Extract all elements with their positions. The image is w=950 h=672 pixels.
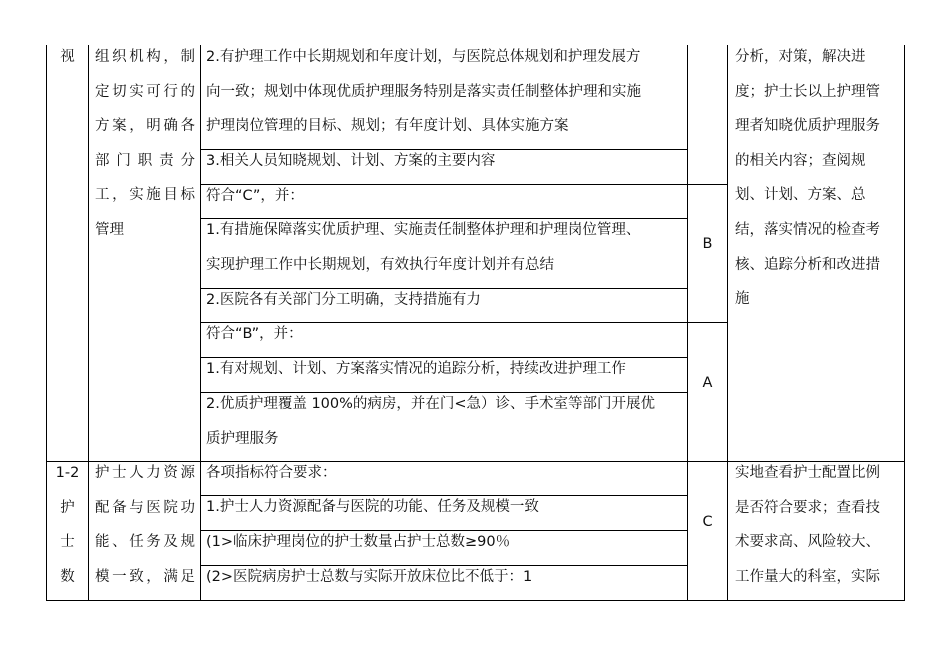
standard-line: 方案，明确各 [95, 118, 195, 135]
method-line: 工作量大的科室，实际 [735, 568, 880, 585]
criteria-line: 符合“B”，并： [206, 326, 303, 342]
method-line: 施 [735, 291, 750, 308]
criteria-line: 实现护理工作中长期规划，有效执行年度计划并有总结 [206, 256, 554, 273]
criteria-line: 1.有对规划、计划、方案落实情况的追踪分析，持续改进护理工作 [206, 361, 626, 377]
grade-c: C [702, 514, 713, 530]
method-line: 结，落实情况的检查考 [735, 221, 880, 238]
table-border-bottom [46, 600, 905, 601]
table-col-divider-1 [88, 45, 89, 601]
standard-line: 部门职责分 [95, 152, 195, 169]
method-line: 核、追踪分析和改进措 [735, 256, 880, 273]
method-line: 的相关内容；查阅规 [735, 152, 866, 169]
criteria-line: 向一致；规划中体现优质护理服务特别是落实责任制整体护理和实施 [206, 83, 641, 100]
criteria-a-item-2 [206, 387, 688, 456]
criteria-c-item-3 [206, 144, 688, 179]
item-column-continued [47, 40, 88, 75]
criteria-c-item-2 [206, 40, 688, 144]
criteria-b-header [206, 179, 688, 214]
standard-line: 能、任务及规 [95, 534, 195, 551]
evaluation-method-bottom [735, 456, 905, 594]
standard-line: 护士人力资源 [95, 465, 195, 481]
criteria-b-item-1 [206, 213, 688, 282]
criteria-line: 2.医院各有关部门分工明确，支持措施有力 [206, 292, 481, 308]
item-text: 1-2 [55, 465, 80, 481]
standard-cell-bottom [95, 456, 195, 594]
criteria-line: 1.有措施保障落实优质护理、实施责任制整体护理和护理岗位管理、 [206, 222, 641, 238]
grade-b: B [702, 236, 713, 252]
criteria-line: 质护理服务 [206, 430, 279, 447]
standard-line: 工，实施目标 [95, 187, 195, 204]
grade-a: A [702, 375, 713, 391]
item-number-1-2 [47, 456, 88, 594]
standard-cell-top [95, 40, 195, 248]
method-line: 度；护士长以上护理管 [735, 83, 880, 100]
item-text: 护 [60, 499, 75, 516]
item-text: 视 [60, 49, 75, 65]
criteria-c-sub-2: (2>医院病房护士总数与实际开放床位比不低于：1 [206, 569, 533, 585]
table-col-divider-4 [727, 45, 728, 601]
method-line: 理者知晓优质护理服务 [735, 118, 880, 135]
item-text: 士 [60, 534, 75, 551]
criteria-b-item-2 [206, 283, 688, 318]
item-text: 数 [60, 568, 75, 585]
table-col-divider-2 [200, 45, 201, 601]
criteria-line: 护理岗位管理的目标、规划；有年度计划、具体实施方案 [206, 118, 569, 135]
method-line: 分析，对策，解决进 [735, 49, 866, 65]
criteria-a-header [206, 317, 688, 352]
criteria-c-sub-1: (1>临床护理岗位的护士数量占护士总数≥90％ [206, 534, 511, 550]
criteria-line: 符合“C”，并： [206, 188, 304, 204]
criteria-a-item-1 [206, 352, 688, 387]
standard-line: 配备与医院功 [95, 499, 195, 516]
criteria-line: 3.相关人员知晓规划、计划、方案的主要内容 [206, 153, 496, 169]
standard-line: 定切实可行的 [95, 83, 195, 100]
method-line: 实地查看护士配置比例 [735, 465, 880, 481]
criteria-c-item-1-bottom: 1.护士人力资源配备与医院的功能、任务及规模一致 [206, 499, 539, 515]
criteria-line: 2.有护理工作中长期规划和年度计划，与医院总体规划和护理发展方 [206, 49, 641, 65]
standard-line: 模一致，满足 [95, 568, 195, 585]
criteria-line: 2.优质护理覆盖 100%的病房，并在门<急）诊、手术室等部门开展优 [206, 396, 656, 412]
method-line: 划、计划、方案、总 [735, 187, 866, 204]
standard-line: 管理 [95, 221, 124, 238]
criteria-c-header-bottom: 各项指标符合要求： [206, 465, 337, 481]
evaluation-method-top [735, 40, 905, 317]
method-line: 是否符合要求；查看技 [735, 499, 880, 516]
method-line: 术要求高、风险较大、 [735, 534, 880, 551]
standard-line: 组织机构，制 [95, 49, 195, 65]
